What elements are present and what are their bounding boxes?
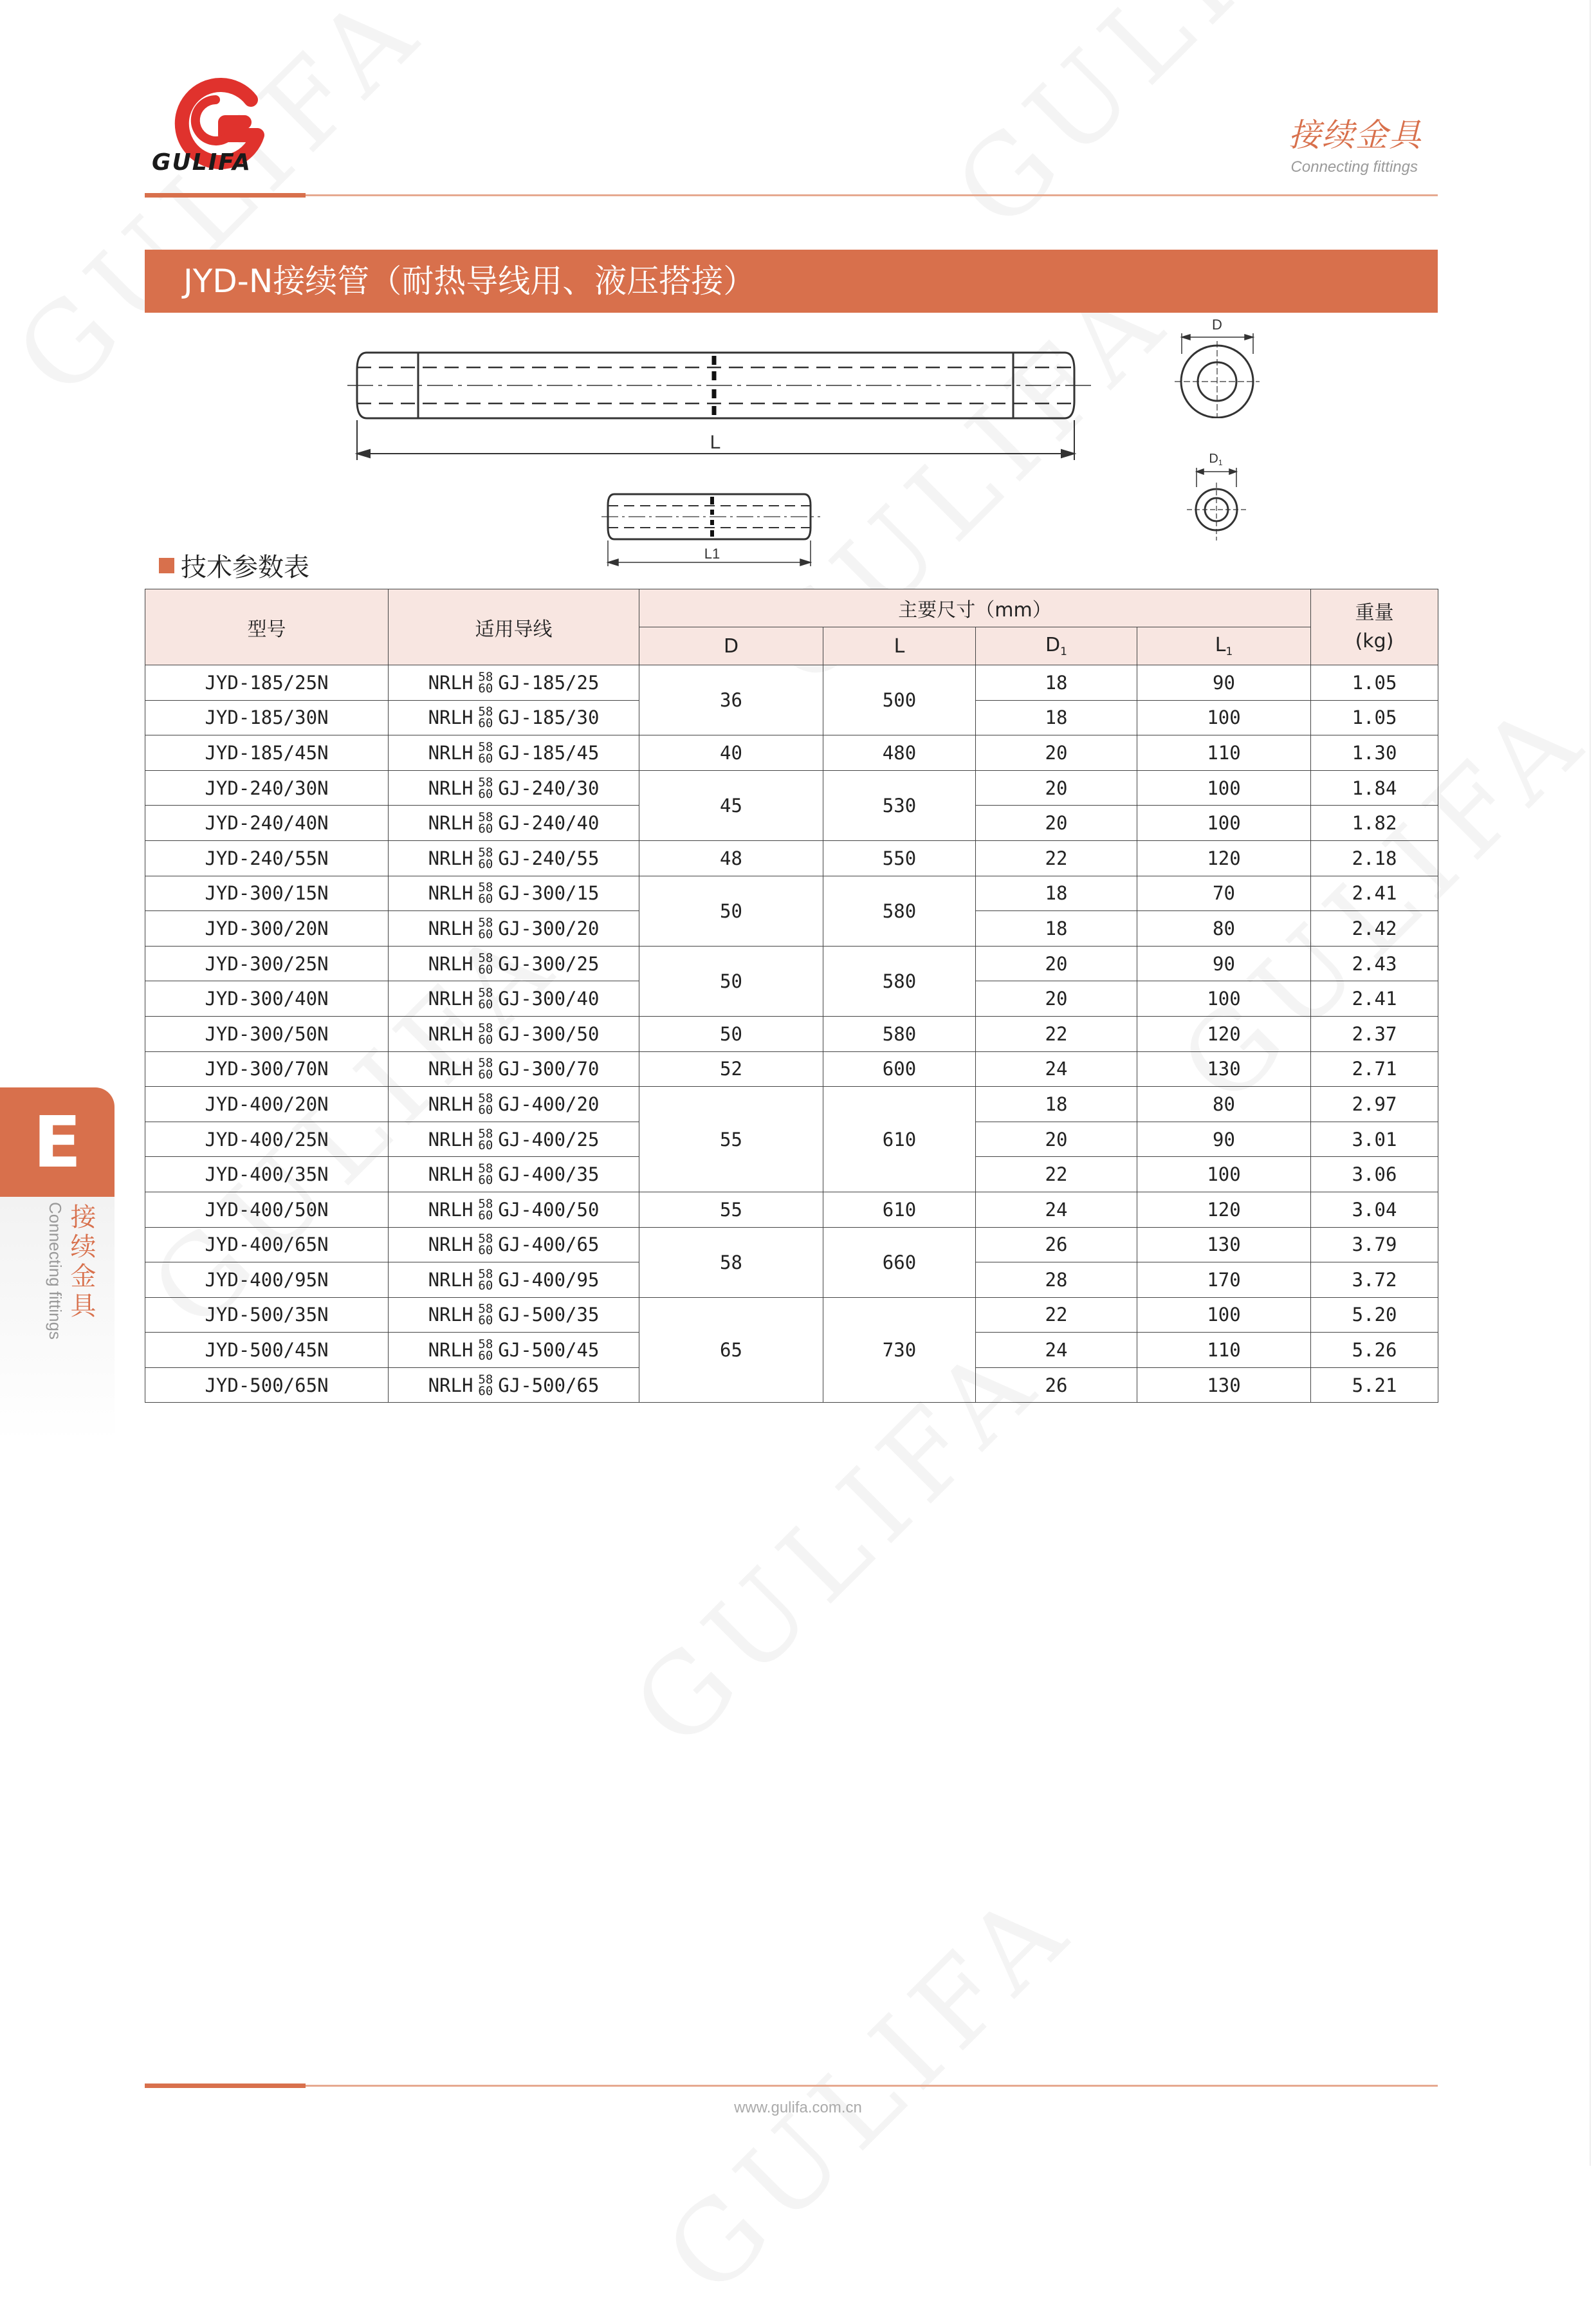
wire-prefix: NRLH <box>428 1374 473 1396</box>
cell-weight: 2.97 <box>1311 1087 1438 1122</box>
cell-wire <box>389 876 639 911</box>
wire-prefix: NRLH <box>428 1163 473 1186</box>
wire-ratio <box>478 882 493 905</box>
cell-D1: 18 <box>976 1087 1137 1122</box>
cell-wire <box>389 806 639 841</box>
spec-table <box>145 589 1438 1403</box>
wire-prefix: NRLH <box>428 1304 473 1326</box>
wire-prefix: NRLH <box>428 1058 473 1080</box>
cell-L1: 120 <box>1137 1192 1311 1227</box>
cell-model: JYD-400/35N <box>145 1157 389 1192</box>
cell-D1: 20 <box>976 946 1137 981</box>
ratio-top: 58 <box>478 1091 493 1105</box>
cell-wire <box>389 1157 639 1192</box>
cross-section-D-drawing <box>1171 315 1267 418</box>
dimension-label-D1: $D_1$ <box>1209 452 1223 467</box>
cell-wire <box>389 1192 639 1227</box>
table-row <box>145 1087 1438 1122</box>
cell-D1: 18 <box>976 665 1137 701</box>
wire-prefix: NRLH <box>428 1233 473 1256</box>
wire-spec: GJ-240/40 <box>498 812 600 835</box>
ratio-bottom: 60 <box>478 1208 493 1223</box>
wire-ratio <box>478 917 493 940</box>
cell-model: JYD-240/30N <box>145 770 389 806</box>
table-row <box>145 1051 1438 1087</box>
cell-weight: 1.05 <box>1311 665 1438 701</box>
ratio-top: 58 <box>478 810 493 825</box>
ratio-top: 58 <box>478 1161 493 1176</box>
cell-D: 55 <box>639 1087 823 1192</box>
spec-table-body <box>145 665 1438 1403</box>
cell-D: 52 <box>639 1051 823 1087</box>
ratio-top: 58 <box>478 986 493 1001</box>
footer-divider-accent <box>145 2083 306 2088</box>
ratio-top: 58 <box>478 775 493 790</box>
footer-divider <box>145 2085 1438 2087</box>
cell-L: 610 <box>823 1192 976 1227</box>
ratio-bottom: 60 <box>478 962 493 977</box>
wire-ratio <box>478 1163 493 1186</box>
ratio-bottom: 60 <box>478 681 493 696</box>
ratio-bottom: 60 <box>478 1173 493 1188</box>
cell-wire <box>389 1087 639 1122</box>
wire-spec: GJ-300/25 <box>498 952 600 975</box>
params-heading-label: 技术参数表 <box>181 553 309 582</box>
ratio-bottom: 60 <box>478 751 493 766</box>
cell-weight: 2.71 <box>1311 1051 1438 1087</box>
wire-prefix: NRLH <box>428 1022 473 1045</box>
ratio-top: 58 <box>478 1302 493 1317</box>
wire-ratio <box>478 1268 493 1291</box>
cell-D1: 22 <box>976 1157 1137 1192</box>
ratio-top: 58 <box>478 669 493 684</box>
cell-model: JYD-400/20N <box>145 1087 389 1122</box>
cell-weight: 1.84 <box>1311 770 1438 806</box>
cell-L: 550 <box>823 840 976 876</box>
ratio-top: 58 <box>478 1372 493 1387</box>
cell-L: 610 <box>823 1087 976 1192</box>
table-row <box>145 770 1438 806</box>
wire-spec: GJ-300/15 <box>498 882 600 905</box>
cell-D: 45 <box>639 770 823 840</box>
wire-ratio <box>478 1338 493 1362</box>
cell-wire <box>389 700 639 735</box>
header-model: 型号 <box>145 589 389 665</box>
table-row <box>145 1227 1438 1262</box>
cell-wire <box>389 840 639 876</box>
ratio-bottom: 60 <box>478 1138 493 1152</box>
chapter-letter: E <box>0 1087 115 1197</box>
side-tab-label-en: Connecting fittings <box>46 1202 65 1340</box>
header-L: L <box>823 627 976 665</box>
cell-D1: 20 <box>976 770 1137 806</box>
wire-ratio <box>478 1303 493 1326</box>
wire-ratio <box>478 811 493 835</box>
section-subtitle: Connecting fittings <box>1290 158 1418 176</box>
ratio-top: 58 <box>478 1021 493 1035</box>
cell-weight: 3.04 <box>1311 1192 1438 1227</box>
cell-D: 48 <box>639 840 823 876</box>
header-wire: 适用导线 <box>389 589 639 665</box>
ratio-top: 58 <box>478 705 493 719</box>
cell-model: JYD-400/50N <box>145 1192 389 1227</box>
cell-wire <box>389 946 639 981</box>
cell-model: JYD-300/20N <box>145 911 389 947</box>
page-edge <box>1590 0 1591 2166</box>
cell-L: 580 <box>823 876 976 946</box>
wire-spec: GJ-300/50 <box>498 1022 600 1045</box>
ratio-bottom: 60 <box>478 1349 493 1363</box>
cell-model: JYD-185/25N <box>145 665 389 701</box>
cell-D1: 18 <box>976 911 1137 947</box>
wire-prefix: NRLH <box>428 882 473 905</box>
wire-ratio <box>478 706 493 729</box>
wire-ratio <box>478 847 493 870</box>
cell-wire <box>389 665 639 701</box>
cell-L1: 100 <box>1137 770 1311 806</box>
cell-L1: 110 <box>1137 1333 1311 1368</box>
ratio-bottom: 60 <box>478 1243 493 1258</box>
cell-L1: 170 <box>1137 1262 1311 1298</box>
wire-prefix: NRLH <box>428 917 473 939</box>
cell-wire <box>389 1262 639 1298</box>
ratio-bottom: 60 <box>478 1313 493 1328</box>
side-chapter-tab <box>0 1087 115 1448</box>
cell-model: JYD-400/95N <box>145 1262 389 1298</box>
cell-L1: 80 <box>1137 911 1311 947</box>
cell-weight: 2.41 <box>1311 876 1438 911</box>
header-divider-accent <box>145 193 306 198</box>
wire-ratio <box>478 1198 493 1221</box>
wire-prefix: NRLH <box>428 1198 473 1221</box>
wire-spec: GJ-185/25 <box>498 671 600 694</box>
cell-L1: 80 <box>1137 1087 1311 1122</box>
ratio-top: 58 <box>478 845 493 860</box>
ratio-top: 58 <box>478 915 493 930</box>
cell-L: 660 <box>823 1227 976 1297</box>
cell-D1: 18 <box>976 876 1137 911</box>
cell-weight: 3.72 <box>1311 1262 1438 1298</box>
cell-model: JYD-240/40N <box>145 806 389 841</box>
cell-wire <box>389 1297 639 1333</box>
wire-prefix: NRLH <box>428 1268 473 1291</box>
cell-model: JYD-300/40N <box>145 981 389 1017</box>
table-row <box>145 876 1438 911</box>
wire-spec: GJ-500/35 <box>498 1304 600 1326</box>
cell-model: JYD-300/25N <box>145 946 389 981</box>
header-L1: $L_1$ <box>1137 627 1311 665</box>
table-row <box>145 946 1438 981</box>
wire-prefix: NRLH <box>428 1093 473 1115</box>
wire-ratio <box>478 987 493 1010</box>
wire-prefix: NRLH <box>428 777 473 799</box>
wire-spec: GJ-240/30 <box>498 777 600 799</box>
dimension-label-L: L <box>710 432 721 453</box>
params-heading <box>159 547 309 584</box>
cell-L1: 130 <box>1137 1367 1311 1403</box>
wire-spec: GJ-500/65 <box>498 1374 600 1396</box>
cross-section-D1-drawing <box>1184 447 1254 544</box>
wire-spec: GJ-400/20 <box>498 1093 600 1115</box>
cell-model: JYD-240/55N <box>145 840 389 876</box>
ratio-top: 58 <box>478 1196 493 1211</box>
cell-model: JYD-500/35N <box>145 1297 389 1333</box>
cell-D1: 20 <box>976 981 1137 1017</box>
cell-D: 58 <box>639 1227 823 1297</box>
wire-spec: GJ-185/45 <box>498 741 600 764</box>
cell-wire <box>389 1367 639 1403</box>
table-row <box>145 1192 1438 1227</box>
ratio-top: 58 <box>478 1337 493 1352</box>
wire-prefix: NRLH <box>428 988 473 1010</box>
cell-D1: 20 <box>976 735 1137 771</box>
cell-L: 730 <box>823 1297 976 1403</box>
product-title-banner: JYD-N接续管（耐热导线用、液压搭接） <box>145 250 1438 313</box>
cell-wire <box>389 1051 639 1087</box>
cell-weight: 1.82 <box>1311 806 1438 841</box>
cell-weight: 1.30 <box>1311 735 1438 771</box>
wire-spec: GJ-400/50 <box>498 1198 600 1221</box>
cell-model: JYD-185/30N <box>145 700 389 735</box>
cell-wire <box>389 1227 639 1262</box>
wire-ratio <box>478 671 493 694</box>
ratio-top: 58 <box>478 950 493 965</box>
footer-url[interactable]: www.gulifa.com.cn <box>734 2099 862 2116</box>
wire-ratio <box>478 1093 493 1116</box>
cell-model: JYD-300/50N <box>145 1016 389 1051</box>
wire-spec: GJ-185/30 <box>498 707 600 729</box>
header-D: D <box>639 627 823 665</box>
wire-spec: GJ-300/20 <box>498 917 600 939</box>
ratio-top: 58 <box>478 1232 493 1246</box>
ratio-bottom: 60 <box>478 1032 493 1047</box>
cell-D: 36 <box>639 665 823 735</box>
wire-prefix: NRLH <box>428 847 473 869</box>
cell-wire <box>389 981 639 1017</box>
cell-D1: 20 <box>976 806 1137 841</box>
ratio-bottom: 60 <box>478 927 493 941</box>
dimension-label-D: D <box>1212 317 1222 333</box>
cell-model: JYD-400/25N <box>145 1122 389 1157</box>
ratio-top: 58 <box>478 1266 493 1281</box>
wire-spec: GJ-300/70 <box>498 1058 600 1080</box>
cell-D1: 20 <box>976 1122 1137 1157</box>
cell-D1: 24 <box>976 1192 1137 1227</box>
cell-L1: 110 <box>1137 735 1311 771</box>
cell-weight: 3.79 <box>1311 1227 1438 1262</box>
wire-ratio <box>478 741 493 764</box>
cell-weight: 1.05 <box>1311 700 1438 735</box>
wire-spec: GJ-500/45 <box>498 1339 600 1362</box>
cell-L: 580 <box>823 1016 976 1051</box>
cell-L: 600 <box>823 1051 976 1087</box>
cell-L1: 100 <box>1137 806 1311 841</box>
cell-L1: 100 <box>1137 981 1311 1017</box>
wire-ratio <box>478 1128 493 1151</box>
cell-D: 50 <box>639 876 823 946</box>
cell-model: JYD-185/45N <box>145 735 389 771</box>
ratio-top: 58 <box>478 739 493 754</box>
cell-wire <box>389 911 639 947</box>
cell-D: 65 <box>639 1297 823 1403</box>
cell-D1: 22 <box>976 1297 1137 1333</box>
ratio-bottom: 60 <box>478 1102 493 1117</box>
wire-prefix: NRLH <box>428 952 473 975</box>
wire-spec: GJ-300/40 <box>498 988 600 1010</box>
cell-L1: 130 <box>1137 1051 1311 1087</box>
cell-D1: 26 <box>976 1227 1137 1262</box>
wire-prefix: NRLH <box>428 671 473 694</box>
cell-L: 580 <box>823 946 976 1016</box>
header-divider <box>145 194 1438 196</box>
wire-prefix: NRLH <box>428 707 473 729</box>
cell-model: JYD-300/15N <box>145 876 389 911</box>
cell-L1: 130 <box>1137 1227 1311 1262</box>
cell-D: 40 <box>639 735 823 771</box>
table-row <box>145 665 1438 701</box>
wire-ratio <box>478 1374 493 1397</box>
ratio-bottom: 60 <box>478 716 493 731</box>
table-row <box>145 1297 1438 1333</box>
ratio-bottom: 60 <box>478 786 493 801</box>
ratio-top: 58 <box>478 1126 493 1141</box>
wire-prefix: NRLH <box>428 741 473 764</box>
cell-D1: 26 <box>976 1367 1137 1403</box>
wire-ratio <box>478 777 493 800</box>
cell-L1: 90 <box>1137 665 1311 701</box>
ratio-bottom: 60 <box>478 1067 493 1082</box>
cell-L1: 120 <box>1137 840 1311 876</box>
cell-wire <box>389 1016 639 1051</box>
cell-model: JYD-500/65N <box>145 1367 389 1403</box>
cell-L1: 70 <box>1137 876 1311 911</box>
cell-L1: 120 <box>1137 1016 1311 1051</box>
cell-L1: 90 <box>1137 1122 1311 1157</box>
watermark <box>642 1862 1098 2318</box>
wire-spec: GJ-400/65 <box>498 1233 600 1256</box>
table-row <box>145 1016 1438 1051</box>
cell-weight: 2.18 <box>1311 840 1438 876</box>
cell-D1: 24 <box>976 1051 1137 1087</box>
cell-L: 500 <box>823 665 976 735</box>
cell-D1: 24 <box>976 1333 1137 1368</box>
cell-weight: 3.06 <box>1311 1157 1438 1192</box>
brand-name: GULIFA <box>152 149 252 176</box>
cell-D: 50 <box>639 946 823 1016</box>
wire-ratio <box>478 1022 493 1046</box>
cell-wire <box>389 770 639 806</box>
cell-wire <box>389 1333 639 1368</box>
wire-prefix: NRLH <box>428 1128 473 1150</box>
ratio-bottom: 60 <box>478 997 493 1012</box>
cell-L1: 100 <box>1137 1157 1311 1192</box>
wire-ratio <box>478 952 493 975</box>
cell-wire <box>389 735 639 771</box>
cell-weight: 2.43 <box>1311 946 1438 981</box>
wire-spec: GJ-240/55 <box>498 847 600 869</box>
ratio-bottom: 60 <box>478 1383 493 1398</box>
cell-model: JYD-400/65N <box>145 1227 389 1262</box>
header-D1: $D_1$ <box>976 627 1137 665</box>
header-weight-line2: (kg) <box>1355 629 1394 652</box>
side-tab-label-cn: 接续金具 <box>66 1203 96 1322</box>
wire-spec: GJ-400/35 <box>498 1163 600 1186</box>
cell-model: JYD-500/45N <box>145 1333 389 1368</box>
cell-weight: 5.21 <box>1311 1367 1438 1403</box>
sleeve-side-view-drawing <box>347 325 1094 467</box>
ratio-bottom: 60 <box>478 822 493 836</box>
cell-L1: 100 <box>1137 1297 1311 1333</box>
cell-D1: 28 <box>976 1262 1137 1298</box>
wire-prefix: NRLH <box>428 1339 473 1362</box>
dimension-label-L1: L1 <box>704 546 720 562</box>
cell-D: 55 <box>639 1192 823 1227</box>
cell-weight: 3.01 <box>1311 1122 1438 1157</box>
sleeve-short-view-drawing <box>601 483 820 573</box>
cell-D1: 22 <box>976 1016 1137 1051</box>
section-title: 接续金具 <box>1289 116 1422 154</box>
header-main-dims: 主要尺寸（mm） <box>639 589 1311 627</box>
wire-spec: GJ-400/95 <box>498 1268 600 1291</box>
ratio-top: 58 <box>478 880 493 895</box>
cell-L: 530 <box>823 770 976 840</box>
wire-ratio <box>478 1233 493 1256</box>
cell-L1: 100 <box>1137 700 1311 735</box>
cell-weight: 5.26 <box>1311 1333 1438 1368</box>
header-weight-line1: 重量 <box>1355 601 1394 624</box>
cell-wire <box>389 1122 639 1157</box>
table-row <box>145 735 1438 771</box>
cell-D1: 18 <box>976 700 1137 735</box>
cell-D: 50 <box>639 1016 823 1051</box>
cell-weight: 5.20 <box>1311 1297 1438 1333</box>
cell-weight: 2.37 <box>1311 1016 1438 1051</box>
header-weight <box>1311 589 1438 665</box>
cell-L: 480 <box>823 735 976 771</box>
wire-ratio <box>478 1057 493 1080</box>
table-row <box>145 840 1438 876</box>
ratio-bottom: 60 <box>478 1278 493 1293</box>
cell-model: JYD-300/70N <box>145 1051 389 1087</box>
cell-weight: 2.42 <box>1311 911 1438 947</box>
wire-spec: GJ-400/25 <box>498 1128 600 1150</box>
ratio-top: 58 <box>478 1056 493 1071</box>
ratio-bottom: 60 <box>478 892 493 907</box>
wire-prefix: NRLH <box>428 812 473 835</box>
cell-weight: 2.41 <box>1311 981 1438 1017</box>
cell-L1: 90 <box>1137 946 1311 981</box>
ratio-bottom: 60 <box>478 856 493 871</box>
cell-D1: 22 <box>976 840 1137 876</box>
heading-square-icon <box>159 558 174 573</box>
